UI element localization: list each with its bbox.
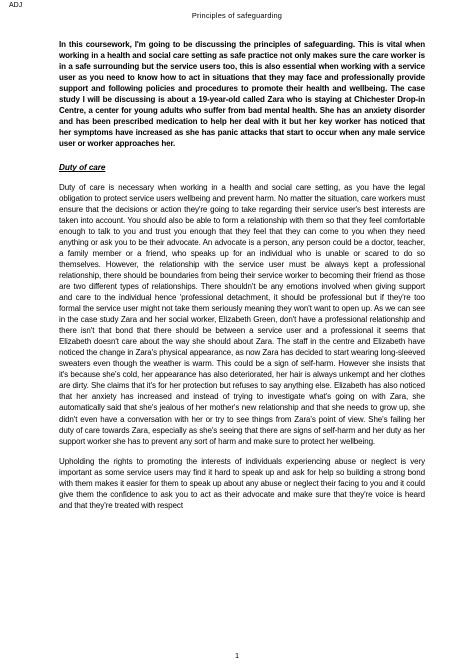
duty-of-care-paragraph: Duty of care is necessary when working in a health and social care setting, as you have the legal obligation to protect service users wellbeing and prevent harm. No matter the situation, care workers must ensure that the decisions or action they're going to take regarding their service user's best interests are taken into account. You should also be able to form a relationship with them so that they feel comfortable enough to talk to you and trust you enough that they feel that they can come to you when they need anything or ask you to be their advocate. An advocate is a person, any person could be a doctor, teacher, a family member or a friend, who speaks up for an individual who is unable or scared to do so themselves. However, the relationship with the service user must be always kept a professional relationship, there should be boundaries from being their service worker to becoming their friend as those are two different types of relationships. There shouldn't be any emotions involved when giving support and care to the individual hence 'professional detachment, it should be professional but if they're too formal the service user might not take them seriously meaning they won't want to open up. As we can see in the case study Zara and her social worker, Elizabeth Green, don't have a professional relationship and there isn't that bond that there should be between a service user and a professional it seems that Elizabeth doesn't care about the way she should about Zara. The staff in the centre and Elizabeth have noticed the change in Zara's physical appearance, as now Zara has decided to start wearing long-sleeved sweaters even though the weather is warm. This could be a sign of self-harm. However she insists that it's because she's cold, her appearance has also deteriorated, her hair is always unkempt and her clothes are dirty. She claims that it's for her protection but refuses to say anything else. Elizabeth has also noticed that her anxiety has increased and instead of trying to investigate what's going on with Zara, she automatically said that she's jealous of her mother's new relationship and that she needs to grow up, she didn't even have a conversation with her or try to see things from Zara's point of view. She's failing her duty of care towards Zara, especially as she's seeing that there are signs of self-harm and her duty as her support worker she has to prevent any sort of harm and make sure to protect her wellbeing. — [59, 182, 425, 446]
upholding-rights-paragraph: Upholding the rights to promoting the interests of individuals experiencing abuse or neglect is very important as some service users may find it hard to speak up and ask for help so building a strong bond with them makes it easier for them to speak up about any abuse or neglect their facing to you and it could give them the confidence to ask you to act as their advocate and make sure that they're voice is heard and that they're treated with respect — [59, 456, 425, 510]
header-title: Principles of safeguarding — [191, 11, 283, 20]
header-author: ADJ — [9, 2, 23, 9]
intro-paragraph: In this coursework, I'm going to be discussing the principles of safeguarding. This is vital when working in a health and social care setting as safe practice not only makes sure the care worker is in a safe surrounding but the service users too, this is also essential when working with a service user as you need to know how to act in situations that they may face and professionally provide support and following policies and procedures to promote their health and wellbeing. The case study I will be discussing is about a 19-year-old called Zara who is staying at Chichester Drop-in Centre, a center for young adults who suffer from bad mental health. She has an anxiety disorder and has been prescribed medication to help her deal with it but her key worker has noticed that her symptoms have increased as she has panic attacks that start to occur when any male service user or worker approaches her. — [59, 40, 425, 149]
page-number: 1 — [234, 651, 240, 660]
document-body — [59, 39, 425, 511]
paragraph-gap — [59, 447, 425, 456]
section-heading-duty-of-care: Duty of care — [59, 163, 106, 173]
